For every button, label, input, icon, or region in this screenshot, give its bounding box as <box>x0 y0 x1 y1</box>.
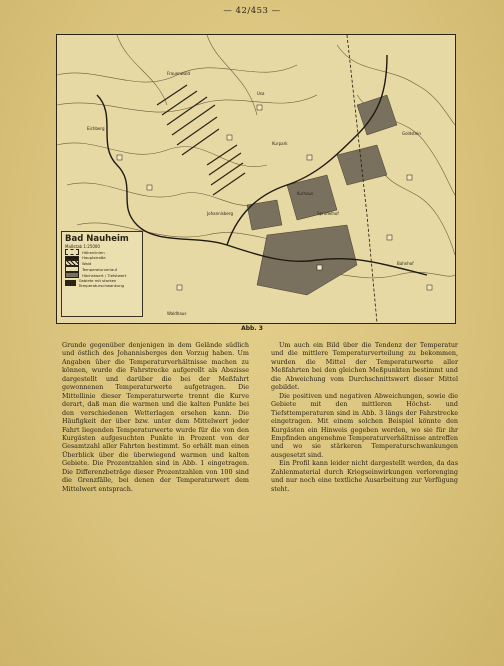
page-number: — 42/453 — <box>223 6 281 16</box>
map-label: Eichberg <box>87 126 105 131</box>
legend-item: Höhenlinien <box>65 249 139 255</box>
map-label: Sprudelhof <box>317 211 339 216</box>
figure-caption: Abb. 3 <box>241 325 263 332</box>
right-column <box>271 341 458 493</box>
map-figure <box>56 34 456 324</box>
paragraph: Ein Profil kann leider nicht dargestellt werden, da das Zahlenmaterial durch Kriegseinwirkungen verlorenging und nur noch eine textliche Ausarbeitung zur Verfügung steht. <box>271 459 458 493</box>
map-label: Frauenwald <box>167 71 191 76</box>
legend-item: Gebiete mit starken Temperaturschwankung <box>65 278 139 288</box>
map-label: Goldstein <box>402 131 421 136</box>
map-label: Kurpark <box>272 141 288 146</box>
text-columns <box>62 341 458 493</box>
legend-item: Hauptstraße <box>65 255 139 260</box>
paragraph: Die positiven und negativen Abweichungen, sowie die Gebiete mit den mittleren Höchst- und Tiefsttemperaturen sind in Abb. 3 längs der Fahrstrecke eingetragen. Mit einem solchen Beispiel könnte den Kurgästen ein Hinweis gegeben werden, wo sie für ihr Empfinden angenehme Temperaturverhältnisse antreffen und wo sie stärkeren Temperaturschwankungen ausgesetzt sind. <box>271 391 458 459</box>
paragraph: Um auch ein Bild über die Tendenz der Temperatur und die mittlere Temperaturverteilung zu bekommen, wurden die Mittel der Temperaturwerte aller Meßfahrten bei den gleichen Meßpunkten bestimmt und die Abweichung vom Durchschnittswert dieser Mittel gebildet. <box>271 341 458 392</box>
legend-item: Wald <box>65 260 139 266</box>
legend-item: Höchstwert / Tiefstwert <box>65 272 139 278</box>
legend-scale: Maßstab 1:25000 <box>65 244 100 249</box>
left-column <box>62 341 249 493</box>
map-label: Waldhaus <box>167 311 187 316</box>
map-label: Johannisberg <box>207 211 233 216</box>
map-legend <box>61 231 143 317</box>
map-label: Usa <box>257 91 265 96</box>
map-label: Bahnhof <box>397 261 414 266</box>
legend-item: Temperaturverlauf <box>65 266 139 272</box>
paragraph: Grunde gegenüber denjenigen in dem Gelände südlich und östlich des Johannisberges den Vorzug haben. Um Angaben über die Temperaturverhältnisse machen zu können, wurde die Fahrstrecke aufgerollt als Abszisse dargestellt und darüber die bei der Meßfahrt gewonnenen Temperaturwerte aufgetragen. Die Mittellinie dieser Temperaturwerte trennt die Kurve derart, daß man die warmen und die kalten Punkte bei den verschiedenen Wetterlagen ersehen kann. Die Häufigkeit der über bzw. unter dem Mittelwert jeder Fahrt liegenden Temperaturwerte wurde für die von den Kurgästen aufgesuchten Punkte in Prozent von der Gesamtzahl aller Fahrten bestimmt. So erhält man einen Überblick über die überwiegend warmen und kalten Gebiete. Die Prozentzahlen sind in Abb. 1 eingetragen. Die Differenzbeträge dieser Prozentzahlen von 100 sind die Grenzfälle, bei denen der Temperaturwert dem Mittelwert entsprach. <box>62 341 249 493</box>
map-label: Kurhaus <box>297 191 314 196</box>
legend-title: Bad Nauheim <box>65 234 129 244</box>
